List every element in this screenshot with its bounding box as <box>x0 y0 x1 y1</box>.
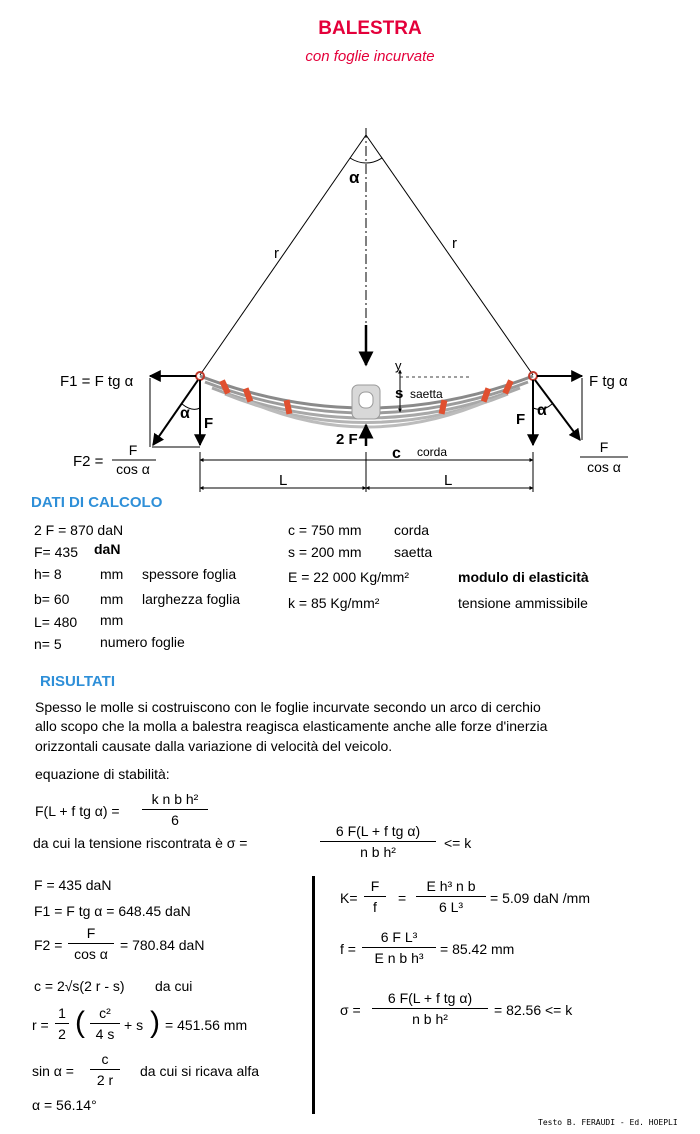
calc-K-frac2 <box>416 877 486 916</box>
calc-K-frac1 <box>364 877 386 916</box>
calc-K-lhs: K= <box>340 890 358 906</box>
dato-h-desc: spessore foglia <box>142 566 237 582</box>
calc-sin-lhs: sin α = <box>32 1063 74 1079</box>
dato-b: b= 60 <box>34 591 70 607</box>
calc-r-half <box>55 1004 69 1043</box>
paren-open: ( <box>75 1006 85 1039</box>
calc-r-half-den: 2 <box>58 1026 66 1042</box>
dato-s: s = 200 mm <box>288 544 362 560</box>
f2-num-right: F <box>599 439 609 455</box>
alpha-label-top: α <box>349 168 360 187</box>
calc-sigma-lhs: σ = <box>340 1002 361 1018</box>
eq-fraction <box>142 790 208 829</box>
f2-arrow-left <box>153 380 198 445</box>
dato-k-desc: tensione ammissibile <box>458 595 588 611</box>
calc-sigma-num: 6 F(L + f tg α) <box>387 990 473 1006</box>
dato-L-unit: mm <box>100 612 124 628</box>
calc-F2-lhs: F2 = <box>34 937 63 953</box>
risultati-para-3: orizzontali causate dalla variazione di velocità del veicolo. <box>35 738 393 754</box>
calc-r-plus: + s <box>124 1017 144 1033</box>
calc-sigma-val: = 82.56 <= k <box>494 1002 573 1018</box>
calc-f-fraction <box>362 928 436 967</box>
calc-F2-val: = 780.84 daN <box>120 937 205 953</box>
sigma-fraction <box>320 822 436 861</box>
risultati-para-1: Spesso le molle si costruiscono con le foglie incurvate secondo un arco di cerchio <box>35 699 541 715</box>
calc-c-eq: c = 2√s(2 r - s) <box>34 978 125 994</box>
calc-f-val: = 85.42 mm <box>440 941 515 957</box>
two-f-label: 2 F <box>336 431 358 448</box>
f2-num-left: F <box>128 442 138 458</box>
radius-line-right <box>366 135 533 375</box>
risultati-para-2: allo scopo che la molla a balestra reagisca elasticamente anche alle forze d'inerzia <box>35 718 548 734</box>
dato-2f: 2 F = 870 daN <box>34 522 124 538</box>
calc-alpha-val: α = 56.14° <box>32 1097 97 1113</box>
calc-K-num1: F <box>370 878 380 894</box>
calc-K-val: = 5.09 daN /mm <box>490 890 590 906</box>
dato-b-unit: mm <box>100 591 124 607</box>
calc-F2-num: F <box>86 925 96 941</box>
dato-s-desc: saetta <box>394 544 433 560</box>
calc-r-half-num: 1 <box>58 1005 66 1021</box>
calc-f-lhs: f = <box>340 941 356 957</box>
dato-n-desc: numero foglie <box>100 634 185 650</box>
f2-den-right: cos α <box>587 459 621 475</box>
corda-label: corda <box>417 445 448 459</box>
L-label-left: L <box>279 472 288 489</box>
radius-label-right: r <box>452 235 457 252</box>
radius-line-left <box>200 135 366 375</box>
f-label-right: F <box>516 411 526 428</box>
paren-close: ) <box>150 1006 160 1039</box>
dato-c: c = 750 mm <box>288 522 362 538</box>
radius-label-left: r <box>274 245 279 262</box>
calc-sin-tail: da cui si ricava alfa <box>140 1063 260 1079</box>
dato-h: h= 8 <box>34 566 62 582</box>
dato-k: k = 85 Kg/mm² <box>288 595 380 611</box>
c-label: c <box>392 445 401 462</box>
eq-num: k n b h² <box>151 791 199 807</box>
calc-K-den2: 6 L³ <box>438 899 464 915</box>
saetta-label: saetta <box>410 387 443 401</box>
eq-den: 6 <box>171 812 179 828</box>
dato-L: L= 480 <box>34 614 78 630</box>
calc-sin-den: 2 r <box>96 1072 114 1088</box>
sigma-num: 6 F(L + f tg α) <box>335 823 421 839</box>
alpha-label-right: α <box>537 402 547 419</box>
calc-F2-den: cos α <box>74 946 108 962</box>
calc-f-den: E n b h³ <box>374 950 424 966</box>
dati-heading: DATI DI CALCOLO <box>31 494 163 511</box>
calc-r-lhs: r = <box>32 1017 49 1033</box>
calc-r-c2-fraction <box>90 1004 120 1043</box>
alpha-label-left: α <box>180 405 190 422</box>
L-label-right: L <box>444 472 453 489</box>
calc-r-c2-num: c² <box>99 1005 111 1021</box>
calc-r-val: = 451.56 mm <box>165 1017 248 1033</box>
leaf-spring-diagram <box>0 0 700 500</box>
f2-label-left: F2 = <box>73 453 104 470</box>
f1-label-left: F1 = F tg α <box>60 373 134 390</box>
f-label-left: F <box>204 415 214 432</box>
page-title: BALESTRA <box>318 18 422 39</box>
dato-f-unit: daN <box>94 541 121 557</box>
calc-K-den1: f <box>373 899 377 915</box>
calc-c-tail: da cui <box>155 978 193 994</box>
dato-h-unit: mm <box>100 566 124 582</box>
eq-title: equazione di stabilità: <box>35 766 170 782</box>
sigma-den: n b h² <box>360 844 396 860</box>
calc-K-num2: E h³ n b <box>426 878 476 894</box>
calc-f-num: 6 F L³ <box>380 929 418 945</box>
column-divider <box>312 876 315 1114</box>
dato-b-desc: larghezza foglia <box>142 591 241 607</box>
dato-f: F= 435 <box>34 544 78 560</box>
dato-c-desc: corda <box>394 522 430 538</box>
calc-F2-fraction <box>68 924 114 963</box>
page-subtitle: con foglie incurvate <box>305 48 435 65</box>
dato-E: E = 22 000 Kg/mm² <box>288 569 410 585</box>
y-label: y <box>395 358 402 373</box>
footer-credit: Testo B. FERAUDI - Ed. HOEPLI <box>538 1118 678 1127</box>
calc-sigma-den: n b h² <box>412 1011 448 1027</box>
f-tg-label-right: F tg α <box>589 373 628 390</box>
calc-K-eq: = <box>398 890 407 906</box>
sigma-le-k: <= k <box>444 835 472 851</box>
calc-sin-fraction <box>90 1050 120 1089</box>
tension-text: da cui la tensione riscontrata è σ = <box>33 835 248 851</box>
risultati-heading: RISULTATI <box>40 673 115 690</box>
s-label: s <box>395 385 404 402</box>
dato-n: n= 5 <box>34 636 62 652</box>
calc-r-c2-den: 4 s <box>95 1026 115 1042</box>
eq-lhs: F(L + f tg α) = <box>35 803 120 819</box>
calc-sin-num: c <box>101 1051 109 1067</box>
dato-E-desc: modulo di elasticità <box>458 569 589 585</box>
calc-F: F = 435 daN <box>34 877 112 893</box>
calc-sigma-fraction <box>372 989 488 1028</box>
f2-den-left: cos α <box>116 461 150 477</box>
calc-F1: F1 = F tg α = 648.45 daN <box>34 903 191 919</box>
